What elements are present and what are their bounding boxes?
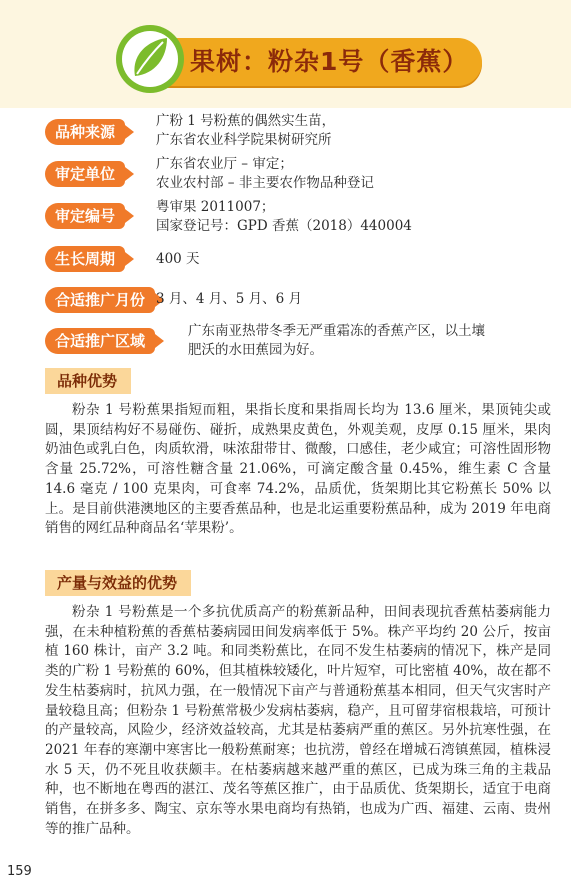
value-growth-period [156,250,200,269]
value-source-line1: 广粉 1 号粉蕉的偶然实生苗， [156,113,336,129]
value-promotion-region-line2: 肥沃的水田蕉园为好。 [188,342,323,358]
label-approval-unit: 审定单位 [45,161,125,187]
value-promotion-months-line1: 3 月、4 月、5 月、6 月 [156,291,303,307]
leaf-logo-icon [105,14,195,104]
value-approval-number [156,198,412,236]
value-promotion-region-line1: 广东南亚热带冬季无严重霜冻的香蕉产区，以土壤 [188,323,485,339]
label-promotion-region: 合适推广区域 [45,328,155,354]
paragraph: 粉杂 1 号粉蕉是一个多抗优质高产的粉蕉新品种，田间表现抗香蕉枯萎病能力强，在未种植粉蕉的香蕉枯萎病园田间发病率低于 5%。株产平均约 20 公斤，按亩植 160 株计，亩产 3.2 吨。和同类粉蕉比，在同不发生枯萎病的情况下，株产是同类的广粉 1 号粉蕉的 60%，但其植株较矮化，叶片短窄，可比密植 40%，故在都不发生枯萎病时，抗风力强，在一般情况下亩产与普通粉蕉基本相同，但天气灾害时产量较稳且高；但粉杂 1 号粉蕉常极少发病枯萎病，稳产，且可留芽宿根栽培，可预计的产量较高，风险少，经济效益较高，尤其是枯萎病严重的蕉区。另外抗寒性强，在 2021 年春的寒潮中寒害比一般粉蕉耐寒；也抗涝，曾经在增城石湾镇蕉园，植株浸水 5 天，仍不死且收获颇丰。在枯萎病越来越严重的蕉区，已成为珠三角的主栽品种，也不断地在粤西的湛江、茂名等蕉区推广，由于品质优、货架期长，适宜于电商销售，在拼多多、陶宝、京东等水果电商均有热销，也成为广西、福建、云南、贵州等的推广品种。 [45,604,551,837]
value-approval-unit [156,155,374,193]
value-growth-period-line1: 400 天 [156,251,200,267]
value-source [156,112,335,150]
paragraph: 粉杂 1 号粉蕉果指短而粗，果指长度和果指周长均为 13.6 厘米，果顶钝尖或圆，果顶结构好不易碰伤、碰折，成熟果皮黄色，外观美观，皮厚 0.15 厘米，果肉奶油色或乳白色，肉质软滑，味浓甜带甘、微酸，口感佳，老少咸宜；可溶性固形物含量 25.72%，可溶性糖含量 21.06%，可滴定酸含量 0.45%，维生素 C 含量 14.6 毫克 / 100 克果肉，可食率 74.2%，品质优，货架期比其它粉蕉长 50% 以上。是目前供港澳地区的主要香蕉品种，也是北运重要粉蕉品种，成为 2019 年电商销售的网红品种商品名‘苹果粉’。 [45,402,551,537]
label-source: 品种来源 [45,119,125,145]
value-source-line2: 广东省农业科学院果树研究所 [156,132,332,148]
page-title: 果树：粉杂1号（香蕉） [190,47,469,76]
section-heading-yield: 产量与效益的优势 [45,570,191,596]
section-heading-advantages: 品种优势 [45,368,131,394]
label-growth-period: 生长周期 [45,246,125,272]
label-approval-number: 审定编号 [45,203,125,229]
label-promotion-months: 合适推广月份 [45,287,155,313]
page-number: 159 [7,864,32,879]
value-approval-number-line1: 粤审果 2011007； [156,199,275,215]
value-approval-number-line2: 国家登记号：GPD 香蕉（2018）440004 [156,218,412,234]
value-approval-unit-line1: 广东省农业厅 – 审定； [156,156,293,172]
value-approval-unit-line2: 农业农村部 – 非主要农作物品种登记 [156,175,374,191]
section-body-advantages [45,401,551,539]
section-body-yield [45,603,551,839]
value-promotion-months [156,290,302,309]
value-promotion-region [188,322,485,360]
